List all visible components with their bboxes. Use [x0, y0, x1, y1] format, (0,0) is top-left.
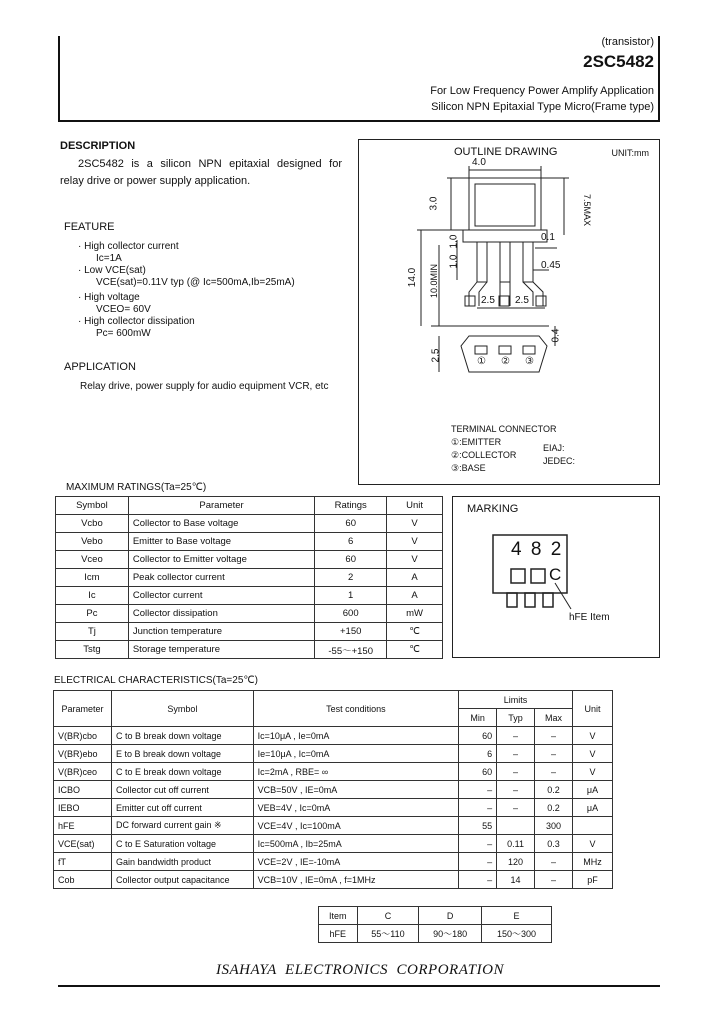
marking-title: MARKING	[467, 503, 519, 515]
cell-unit: A	[387, 569, 443, 587]
part-number: 2SC5482	[583, 52, 654, 71]
cell: –	[497, 763, 535, 781]
cell: hFE	[319, 925, 358, 943]
cell: 14	[497, 871, 535, 889]
cell: Ic=500mA , Ib=25mA	[253, 835, 458, 853]
feature-2-detail: VCE(sat)=0.11V typ (@ Ic=500mA,Ib=25mA)	[96, 277, 295, 288]
feature-4-title: · High collector dissipation	[78, 316, 195, 327]
cell: V	[572, 763, 612, 781]
cell: Collector output capacitance	[111, 871, 253, 889]
header-max: Max	[535, 709, 573, 727]
feature-2-title: · Low VCE(sat)	[78, 265, 146, 276]
cell-symbol: Pc	[56, 605, 129, 623]
cell: V(BR)ebo	[54, 745, 112, 763]
cell: –	[497, 781, 535, 799]
cell: 60	[459, 763, 497, 781]
cell-unit: V	[387, 515, 443, 533]
cell: –	[497, 799, 535, 817]
cell-unit: V	[387, 551, 443, 569]
cell: VCB=10V , IE=0mA , f=1MHz	[253, 871, 458, 889]
cell-parameter: Collector current	[128, 587, 314, 605]
table-row	[54, 853, 613, 871]
cell: V	[572, 745, 612, 763]
header-conditions: Test conditions	[253, 691, 458, 727]
cell: –	[535, 853, 573, 871]
marking-rank: C	[549, 565, 562, 584]
table-row	[56, 587, 443, 605]
cell: 0.2	[535, 781, 573, 799]
cell: Emitter cut off current	[111, 799, 253, 817]
table-row	[56, 569, 443, 587]
cell: 300	[535, 817, 573, 835]
table-row	[54, 763, 613, 781]
header-symbol: Symbol	[111, 691, 253, 727]
table-row	[56, 605, 443, 623]
table-row	[54, 727, 613, 745]
cell-parameter: Junction temperature	[128, 623, 314, 641]
header-symbol: Symbol	[56, 497, 129, 515]
cell: 55～110	[357, 925, 419, 943]
cell: E	[481, 907, 551, 925]
description-text-2: relay drive or power supply application.	[60, 175, 251, 187]
header-left-rule	[58, 36, 60, 122]
subtitle-2: Silicon NPN Epitaxial Type Micro(Frame type)	[431, 101, 654, 113]
header-param: Parameter	[54, 691, 112, 727]
pin-2-marker: ②	[501, 356, 510, 367]
header-bottom-rule	[58, 120, 660, 122]
header-ratings: Ratings	[315, 497, 387, 515]
cell: D	[419, 907, 482, 925]
header-typ: Typ	[497, 709, 535, 727]
cell: ICBO	[54, 781, 112, 799]
cell-parameter: Collector to Base voltage	[128, 515, 314, 533]
feature-1-title: · High collector current	[78, 241, 179, 252]
cell: 150～300	[481, 925, 551, 943]
table-row	[319, 925, 552, 943]
cell: VEB=4V , Ic=0mA	[253, 799, 458, 817]
description-heading: DESCRIPTION	[60, 140, 136, 152]
cell: 55	[459, 817, 497, 835]
feature-heading: FEATURE	[64, 221, 115, 233]
table-header-row	[319, 907, 552, 925]
marking-box	[452, 496, 660, 658]
dim-pitch-2: 2.5	[515, 295, 529, 306]
hfe-rank-table	[318, 906, 552, 943]
table-row	[56, 551, 443, 569]
cell: fT	[54, 853, 112, 871]
cell: C to E Saturation voltage	[111, 835, 253, 853]
dim-min: 10.0MIN	[429, 263, 440, 299]
footer-company: ISAHAYA ELECTRONICS CORPORATION	[216, 962, 504, 978]
cell-parameter: Peak collector current	[128, 569, 314, 587]
cell: Ic=10μA , Ie=0mA	[253, 727, 458, 745]
table-row	[56, 623, 443, 641]
cell: V	[572, 835, 612, 853]
cell-unit: ℃	[387, 623, 443, 641]
cell: –	[535, 727, 573, 745]
cell: 0.2	[535, 799, 573, 817]
outline-title: OUTLINE DRAWING	[454, 146, 558, 158]
cell: C to E break down voltage	[111, 763, 253, 781]
cell: 6	[459, 745, 497, 763]
dim-height-2: 1.0	[448, 234, 460, 249]
cell: –	[535, 745, 573, 763]
pin-3-marker: ③	[525, 356, 534, 367]
cell: Item	[319, 907, 358, 925]
table-row	[54, 799, 613, 817]
table-row	[54, 745, 613, 763]
cell: μA	[572, 781, 612, 799]
table-row	[56, 641, 443, 659]
application-heading: APPLICATION	[64, 361, 136, 373]
subtitle-1: For Low Frequency Power Amplify Application	[430, 85, 654, 97]
table-header-row	[54, 691, 613, 709]
outline-drawing-box	[358, 139, 660, 485]
cell: –	[535, 763, 573, 781]
cell-symbol: Vceo	[56, 551, 129, 569]
cell: 60	[459, 727, 497, 745]
cell: –	[497, 727, 535, 745]
table-row	[54, 781, 613, 799]
dim-side: 0.4	[550, 328, 562, 343]
footer-rule	[58, 985, 660, 987]
cell: 0.3	[535, 835, 573, 853]
marking-hfe-label: hFE Item	[569, 612, 610, 623]
cell: VCB=50V , IE=0mA	[253, 781, 458, 799]
cell: Ic=2mA , RBE= ∞	[253, 763, 458, 781]
table-row	[56, 533, 443, 551]
feature-1-detail: Ic=1A	[96, 253, 122, 264]
cell-rating: 60	[315, 515, 387, 533]
cell-unit: V	[387, 533, 443, 551]
cell: E to B break down voltage	[111, 745, 253, 763]
table-row	[54, 835, 613, 853]
cell: Gain bandwidth product	[111, 853, 253, 871]
elec-table	[53, 690, 613, 889]
header-unit: Unit	[387, 497, 443, 515]
cell: DC forward current gain ※	[111, 817, 253, 835]
cell: 90～180	[419, 925, 482, 943]
header-limits: Limits	[459, 691, 573, 709]
table-row	[54, 871, 613, 889]
category-label: (transistor)	[601, 36, 654, 48]
table-row	[56, 515, 443, 533]
cell-symbol: Icm	[56, 569, 129, 587]
header-min: Min	[459, 709, 497, 727]
cell: V(BR)cbo	[54, 727, 112, 745]
cell-parameter: Storage temperature	[128, 641, 314, 659]
dim-height-1: 3.0	[428, 196, 440, 211]
header-unit: Unit	[572, 691, 612, 727]
cell: V(BR)ceo	[54, 763, 112, 781]
cell	[497, 817, 535, 835]
cell: –	[459, 853, 497, 871]
cell: –	[459, 871, 497, 889]
cell-rating: 600	[315, 605, 387, 623]
cell-unit: mW	[387, 605, 443, 623]
table-header-row	[56, 497, 443, 515]
dim-pitch-1: 2.5	[481, 295, 495, 306]
cell-rating: 6	[315, 533, 387, 551]
cell: Ie=10μA , Ic=0mA	[253, 745, 458, 763]
terminal-1: ①:EMITTER	[451, 437, 502, 447]
cell: 0.11	[497, 835, 535, 853]
cell-rating: 1	[315, 587, 387, 605]
dim-width: 4.0	[472, 157, 486, 168]
cell-symbol: Vebo	[56, 533, 129, 551]
cell-symbol: Tstg	[56, 641, 129, 659]
cell: V	[572, 727, 612, 745]
marking-code: 4 8 2	[511, 539, 564, 560]
cell: –	[459, 799, 497, 817]
feature-3-detail: VCEO= 60V	[96, 304, 151, 315]
dim-total: 14.0	[407, 267, 419, 288]
cell-rating: 60	[315, 551, 387, 569]
terminal-3: ③:BASE	[451, 463, 486, 473]
cell: hFE	[54, 817, 112, 835]
cell-symbol: Vcbo	[56, 515, 129, 533]
cell: VCE(sat)	[54, 835, 112, 853]
cell: –	[459, 781, 497, 799]
cell: pF	[572, 871, 612, 889]
cell: μA	[572, 799, 612, 817]
cell-parameter: Collector dissipation	[128, 605, 314, 623]
cell: VCE=2V , IE=-10mA	[253, 853, 458, 871]
cell-rating: -55～+150	[315, 641, 387, 659]
cell	[572, 817, 612, 835]
jedec-label: JEDEC:	[543, 456, 576, 466]
package-drawing	[359, 140, 659, 420]
eiaj-label: EIAJ:	[543, 443, 565, 453]
pin-1-marker: ①	[477, 356, 486, 367]
cell-symbol: Ic	[56, 587, 129, 605]
cell: –	[459, 835, 497, 853]
cell: IEBO	[54, 799, 112, 817]
cell-symbol: Tj	[56, 623, 129, 641]
terminal-title: TERMINAL CONNECTOR	[451, 424, 557, 434]
cell-unit: ℃	[387, 641, 443, 659]
cell-rating: +150	[315, 623, 387, 641]
dim-t2: 0.45	[541, 260, 561, 271]
application-text: Relay drive, power supply for audio equipment VCR, etc	[80, 381, 329, 392]
cell: C to B break down voltage	[111, 727, 253, 745]
terminal-2: ②:COLLECTOR	[451, 450, 517, 460]
dim-t1: 0.1	[541, 232, 555, 243]
outline-unit: UNIT:mm	[611, 148, 649, 158]
dim-max: 7.5MAX	[582, 193, 593, 227]
cell: C	[357, 907, 419, 925]
cell-parameter: Collector to Emitter voltage	[128, 551, 314, 569]
description-text-1: 2SC5482 is a silicon NPN epitaxial designed for	[78, 158, 342, 170]
cell: 120	[497, 853, 535, 871]
cell-unit: A	[387, 587, 443, 605]
dim-bottom: 2.5	[430, 348, 442, 363]
cell-rating: 2	[315, 569, 387, 587]
header-right-rule	[658, 36, 660, 122]
cell: Cob	[54, 871, 112, 889]
cell: MHz	[572, 853, 612, 871]
cell: –	[535, 871, 573, 889]
cell: Collector cut off current	[111, 781, 253, 799]
cell: VCE=4V , Ic=100mA	[253, 817, 458, 835]
max-ratings-title: MAXIMUM RATINGS(Ta=25℃)	[66, 482, 207, 493]
cell-parameter: Emitter to Base voltage	[128, 533, 314, 551]
feature-3-title: · High voltage	[78, 292, 140, 303]
table-row	[54, 817, 613, 835]
elec-title: ELECTRICAL CHARACTERISTICS(Ta=25℃)	[54, 675, 258, 686]
feature-4-detail: Pc= 600mW	[96, 328, 151, 339]
dim-height-3: 1.0	[448, 254, 460, 269]
header-parameter: Parameter	[128, 497, 314, 515]
max-ratings-table	[55, 496, 443, 659]
cell: –	[497, 745, 535, 763]
